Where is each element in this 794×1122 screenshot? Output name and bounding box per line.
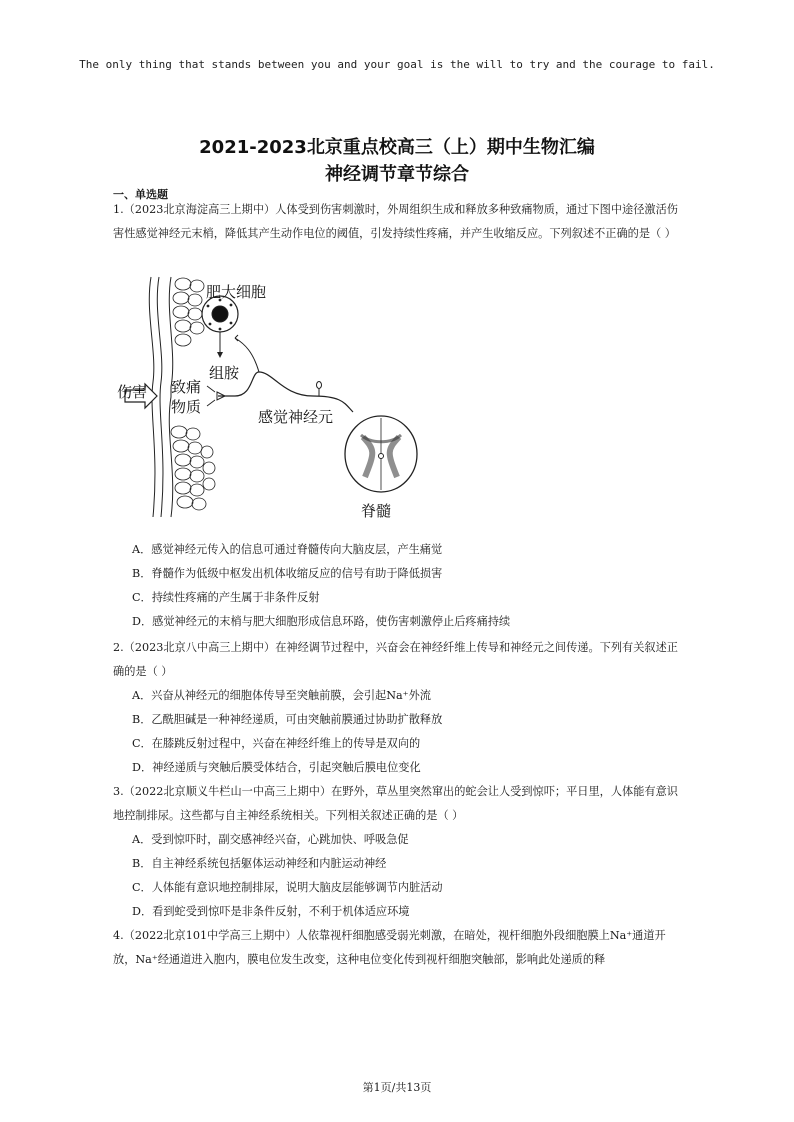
spinal-cord-graphic (345, 416, 417, 492)
q2-option-b: B．乙酰胆碱是一种神经递质，可由突触前膜通过协助扩散释放 (132, 713, 443, 726)
tissue-cells (149, 277, 215, 517)
page-title: 2021-2023北京重点校高三（上）期中生物汇编 (199, 137, 595, 158)
label-sensory-neuron: 感觉神经元 (258, 408, 334, 426)
label-injury: 伤害 (117, 383, 148, 401)
q1-option-a: A．感觉神经元传入的信息可通过脊髓传向大脑皮层，产生痛觉 (132, 543, 443, 556)
motto-header: The only thing that stands between you and your goal is the will to try and the courage to fail. (79, 58, 715, 71)
q2-option-d: D．神经递质与突触后膜受体结合，引起突触后膜电位变化 (132, 761, 421, 774)
nerve-diagram (113, 272, 433, 522)
mast-cell (202, 296, 238, 332)
label-pain-substance-1: 致痛 (171, 378, 202, 396)
q3-option-b: B．自主神经系统包括躯体运动神经和内脏运动神经 (132, 857, 387, 870)
page-footer: 第1页/共13页 (362, 1081, 432, 1094)
label-mast-cell: 肥大细胞 (206, 283, 267, 301)
q2-option-c: C．在膝跳反射过程中，兴奋在神经纤维上的传导是双向的 (132, 737, 421, 750)
page-subtitle: 神经调节章节综合 (325, 164, 469, 185)
question-3-stem: 3.（2022北京顺义牛栏山一中高三上期中）在野外，草丛里突然窜出的蛇会让人受到惊吓；平日里，人体能有意识地控制排尿。这些都与自主神经系统相关。下列相关叙述正确的是（ ） (113, 785, 678, 822)
label-pain-substance-2: 物质 (171, 398, 202, 416)
q3-option-d: D．看到蛇受到惊吓是非条件反射，不利于机体适应环境 (132, 905, 410, 918)
q1-option-d: D．感觉神经元的末梢与肥大细胞形成信息环路，使伤害刺激停止后疼痛持续 (132, 615, 511, 628)
question-1-stem: 1.（2023北京海淀高三上期中）人体受到伤害刺激时，外周组织生成和释放多种致痛物质，通过下图中途径激活伤害性感觉神经元末梢，降低其产生动作电位的阈值，引发持续性疼痛，并产生收缩反应。下列叙述不正确的是（ ） (113, 203, 678, 240)
q1-option-b: B．脊髓作为低级中枢发出机体收缩反应的信号有助于降低损害 (132, 567, 443, 580)
label-spinal-cord: 脊髓 (361, 502, 392, 520)
q3-option-c: C．人体能有意识地控制排尿，说明大脑皮层能够调节内脏活动 (132, 881, 443, 894)
question-2-stem: 2.（2023北京八中高三上期中）在神经调节过程中，兴奋会在神经纤维上传导和神经元之间传递。下列有关叙述正确的是（ ） (113, 641, 678, 678)
q3-option-a: A．受到惊吓时，副交感神经兴奋，心跳加快、呼吸急促 (132, 833, 409, 846)
q1-option-c: C．持续性疼痛的产生属于非条件反射 (132, 591, 320, 604)
label-histamine: 组胺 (209, 364, 240, 382)
section-heading: 一、单选题 (113, 188, 168, 201)
q2-option-a: A．兴奋从神经元的细胞体传导至突触前膜，会引起Na⁺外流 (132, 689, 431, 702)
question-4-stem: 4.（2022北京101中学高三上期中）人依靠视杆细胞感受弱光刺激，在暗处，视杆细胞外段细胞膜上Na⁺通道开放，Na⁺经通道进入胞内，膜电位发生改变，这种电位变化传到视杆细胞突触部，影响此处递质的释 (113, 929, 666, 966)
